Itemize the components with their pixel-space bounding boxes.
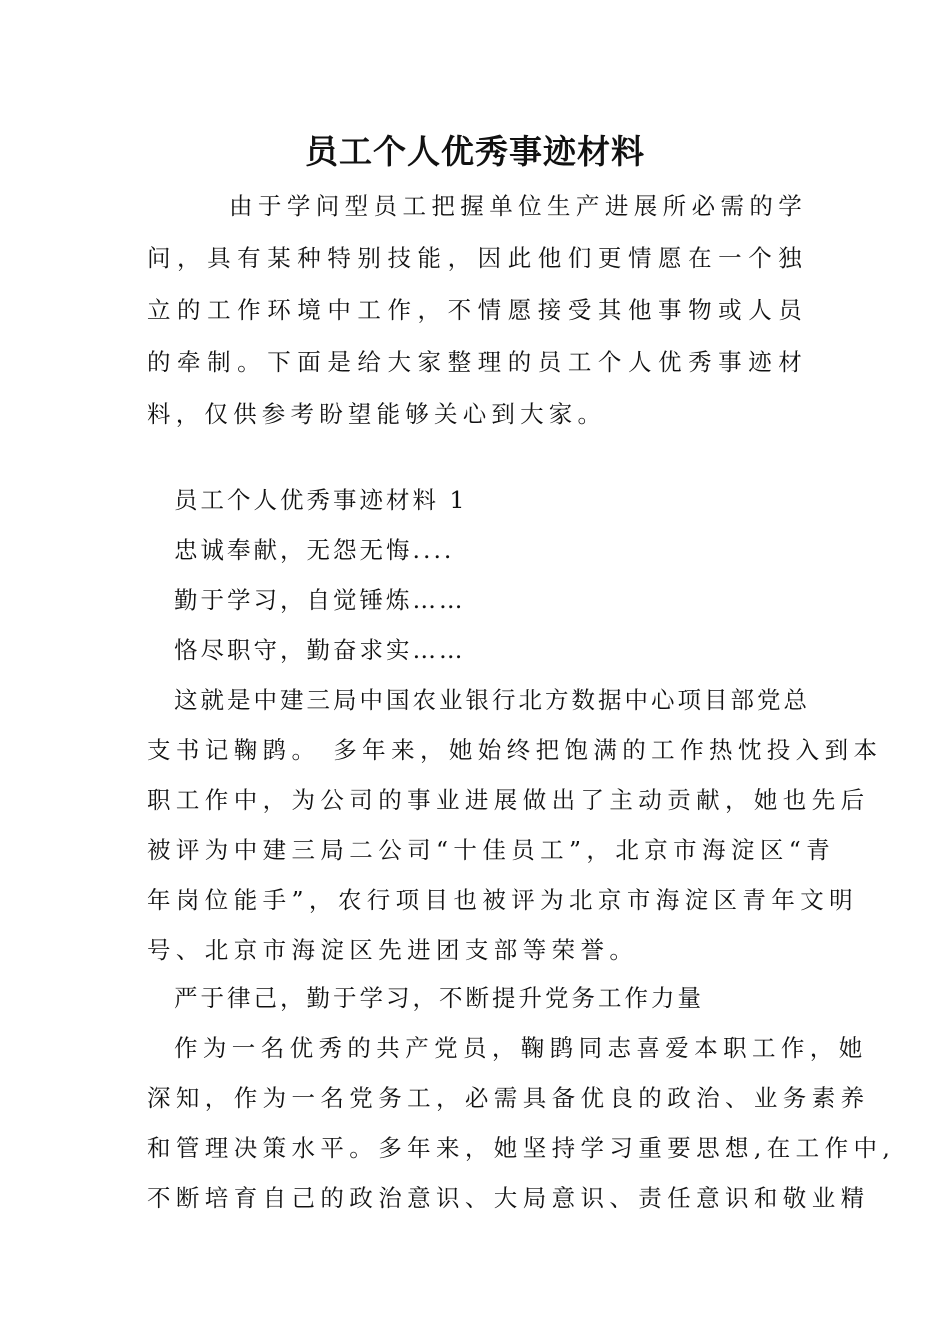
subsection-heading: 严于律己，勤于学习，不断提升党务工作力量 — [174, 984, 704, 1012]
document-title: 员工个人优秀事迹材料 — [305, 132, 645, 171]
text-line: 支书记鞠鹍。 多年来，她始终把饱满的工作热忱投入到本 — [147, 736, 883, 764]
text-line: 年岗位能手”，农行项目也被评为北京市海淀区青年文明 — [147, 886, 859, 914]
text-line: 这就是中建三局中国农业银行北方数据中心项目部党总 — [174, 686, 810, 714]
text-line: 被评为中建三局二公司“十佳员工”，北京市海淀区“青 — [147, 836, 836, 864]
text-line: 勤于学习，自觉锤炼…… — [174, 586, 466, 614]
text-line: 不断培育自己的政治意识、大局意识、责任意识和敬业精 — [147, 1184, 870, 1212]
section-heading: 员工个人优秀事迹材料 1 — [174, 486, 468, 514]
text-line: 号、北京市海淀区先进团支部等荣誉。 — [147, 936, 639, 964]
text-line: 深知，作为一名党务工，必需具备优良的政治、业务素养 — [147, 1084, 870, 1112]
text-line: 和管理决策水平。多年来，她坚持学习重要思想,在工作中, — [147, 1134, 896, 1162]
text-line: 恪尽职守，勤奋求实…… — [174, 636, 466, 664]
text-line: 职工作中，为公司的事业进展做出了主动贡献，她也先后 — [147, 786, 870, 814]
text-line: 作为一名优秀的共产党员，鞠鹍同志喜爱本职工作，她 — [174, 1034, 868, 1062]
intro-paragraph: 由于学问型员工把握单位生产进展所必需的学问，具有某种特别技能，因此他们更情愿在一个独立的工作环境中工作，不情愿接受其他事物或人员的牵制。下面是给大家整理的员工个人优秀事迹材料，仅供参考盼望能够关心到大家。 — [147, 192, 807, 428]
text-line: 忠诚奉献，无怨无悔.... — [174, 536, 455, 564]
